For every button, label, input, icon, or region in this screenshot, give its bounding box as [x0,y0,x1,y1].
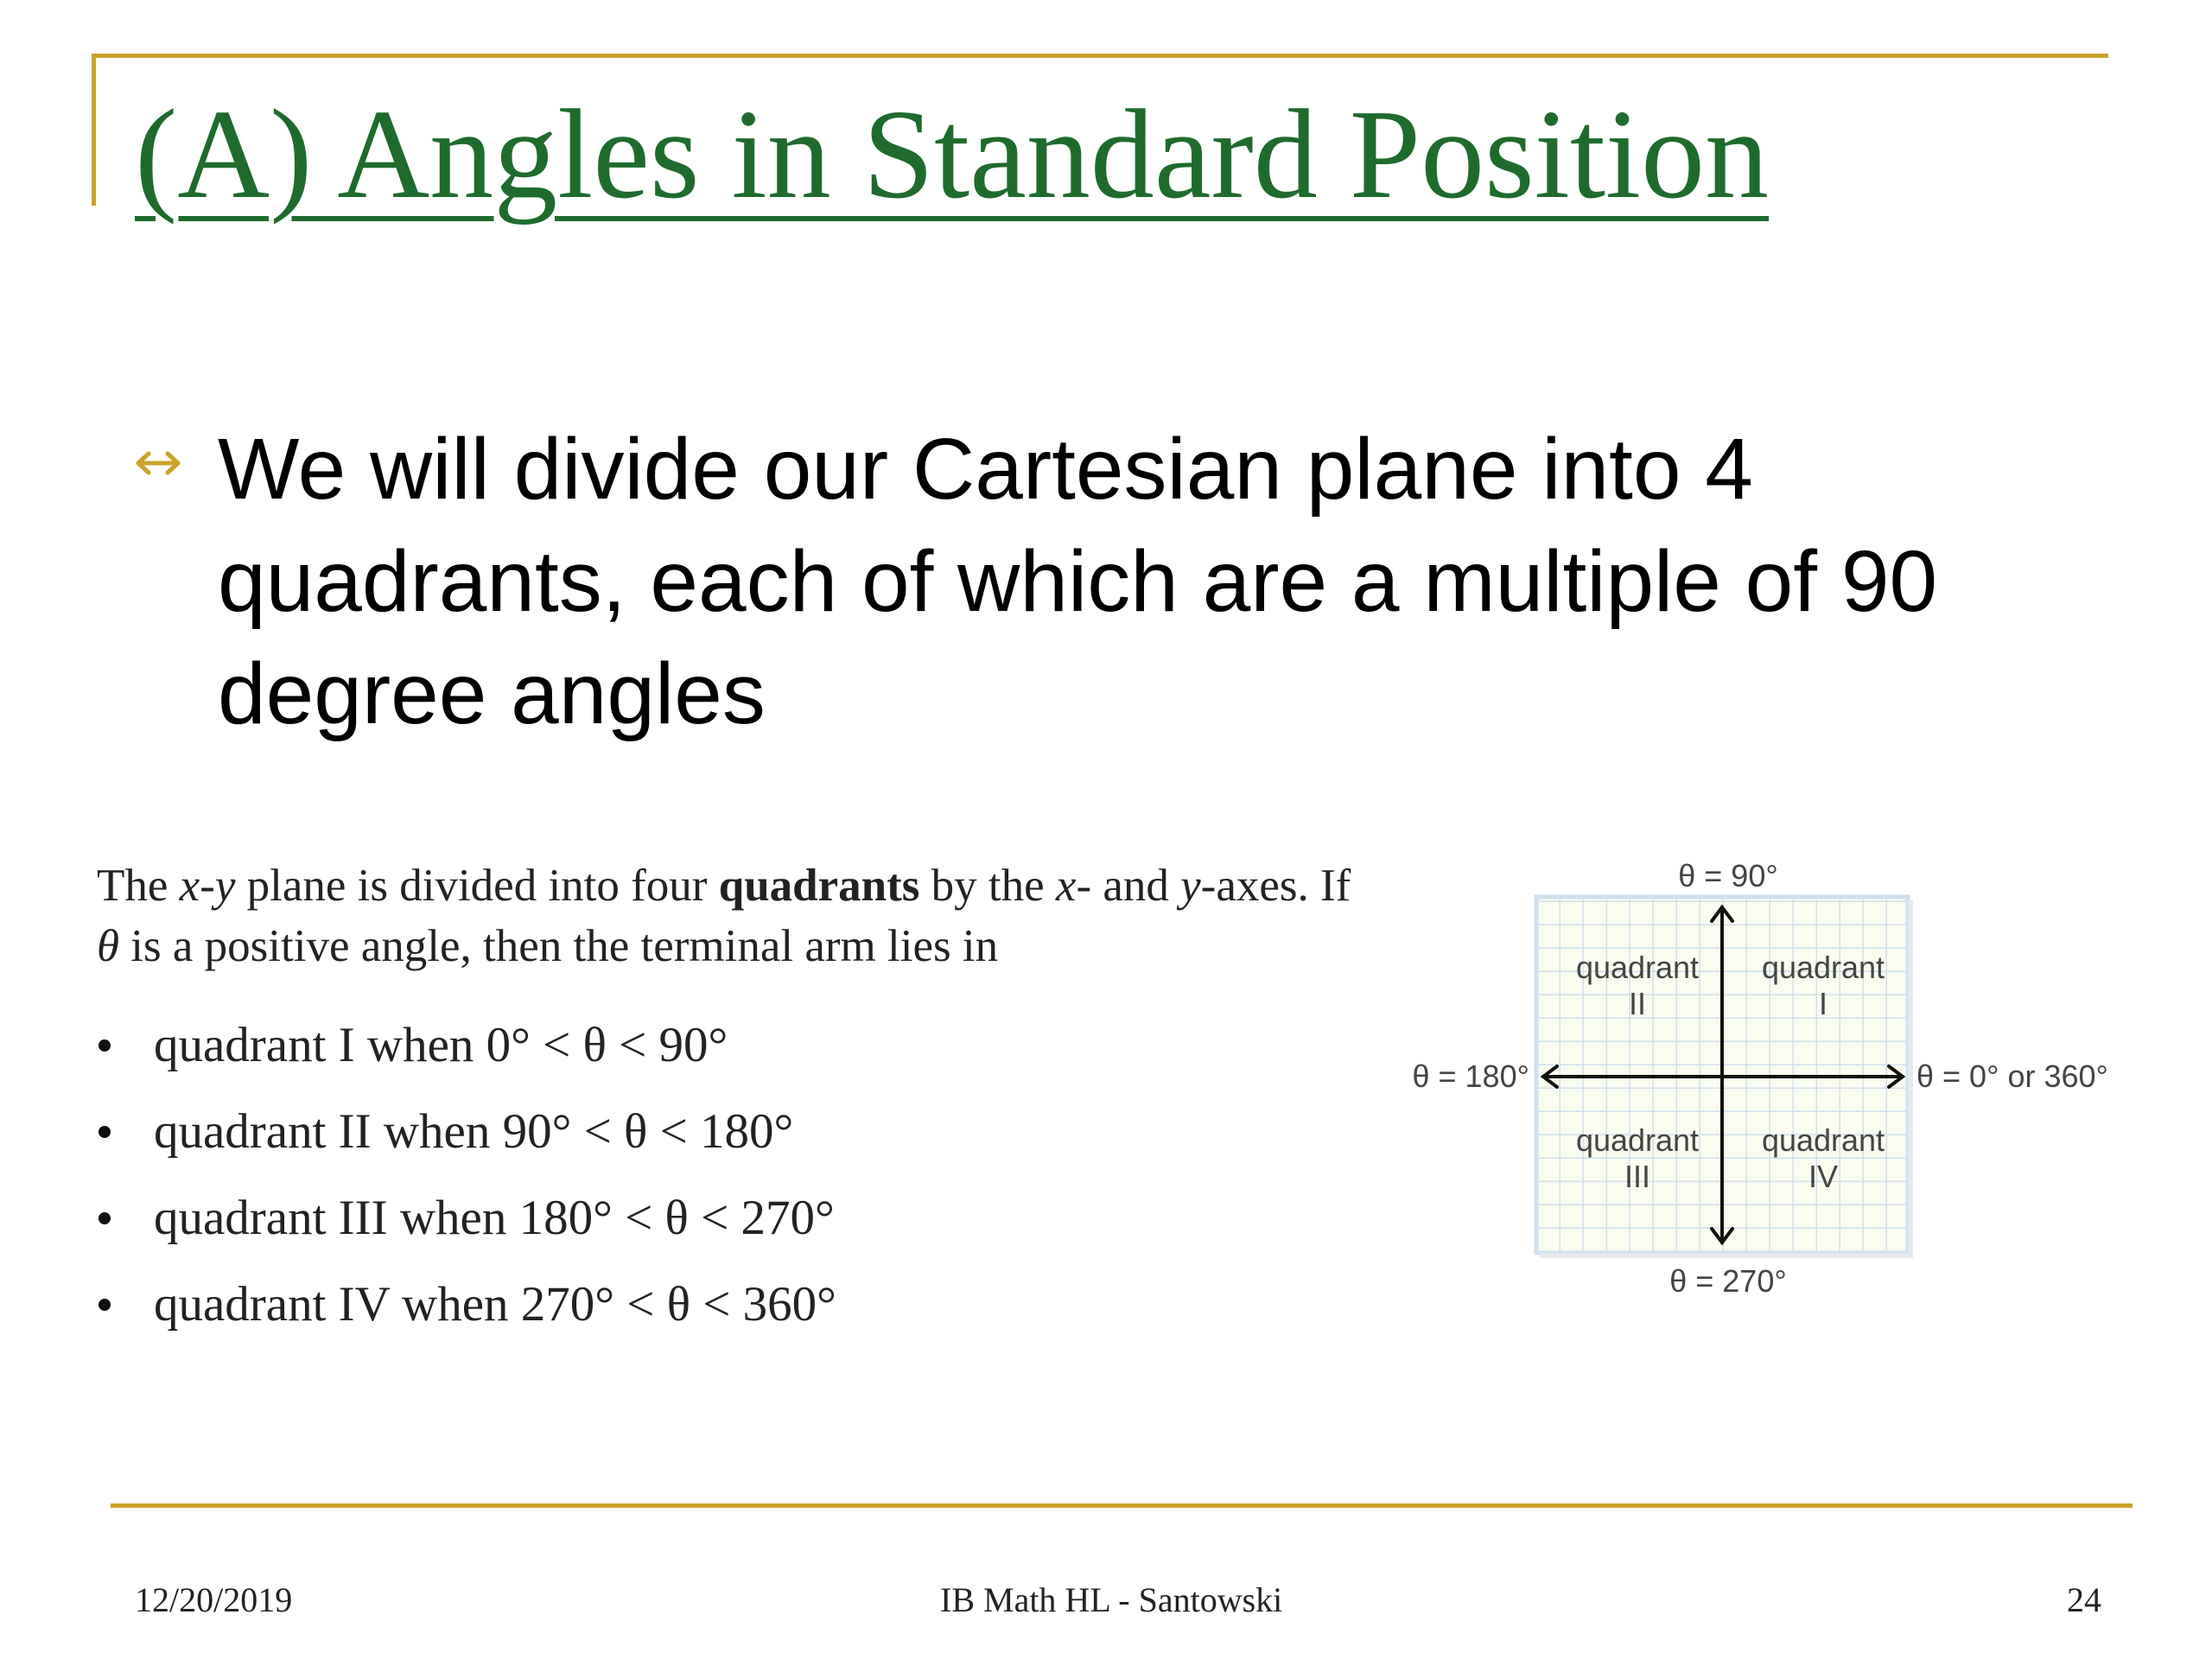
list-item: quadrant I when 0° < θ < 90° [97,1002,836,1089]
label-270: θ = 270° [1669,1263,1787,1299]
left-rule [92,54,96,206]
quadrant-list [97,1002,836,1348]
slide-title: (A) Angles in Standard Position [135,84,1770,226]
label-180: θ = 180° [1412,1058,1529,1094]
bullet-dot-icon [99,1126,111,1138]
q3-numeral: III [1624,1159,1651,1194]
footer-rule [111,1503,2133,1508]
list-item: quadrant IV when 270° < θ < 360° [97,1262,836,1348]
footer-course: IB Math HL - Santowski [940,1580,1283,1619]
top-rule [92,54,2108,58]
quadrant-diagram [1374,855,2177,1305]
label-0-360: θ = 0° or 360° [1916,1058,2108,1094]
bullet-dot-icon [99,1039,111,1052]
q4-word: quadrant [1761,1122,1885,1158]
list-item: quadrant II when 90° < θ < 180° [97,1089,836,1175]
q1-word: quadrant [1761,950,1885,985]
main-bullet-text: We will divide our Cartesian plane into 4 quadrants, each of which are a multiple of 90 degree angles [218,421,1938,742]
q3-word: quadrant [1575,1122,1700,1158]
figure-intro-text: The x-y plane is divided into four quadrants by the x- and y-axes. If θ is a positive angle, then the terminal arm lies in [97,861,1351,971]
footer-date: 12/20/2019 [135,1580,293,1619]
list-item: quadrant III when 180° < θ < 270° [97,1175,836,1262]
q4-numeral: IV [1808,1159,1839,1194]
bullet-dot-icon [99,1212,111,1224]
q2-numeral: II [1628,986,1647,1021]
double-arrow-icon [135,448,181,479]
label-90: θ = 90° [1678,858,1778,893]
q1-numeral: I [1818,986,1828,1021]
page-number: 24 [2067,1580,2101,1619]
q2-word: quadrant [1575,950,1700,985]
bullet-dot-icon [99,1299,111,1311]
